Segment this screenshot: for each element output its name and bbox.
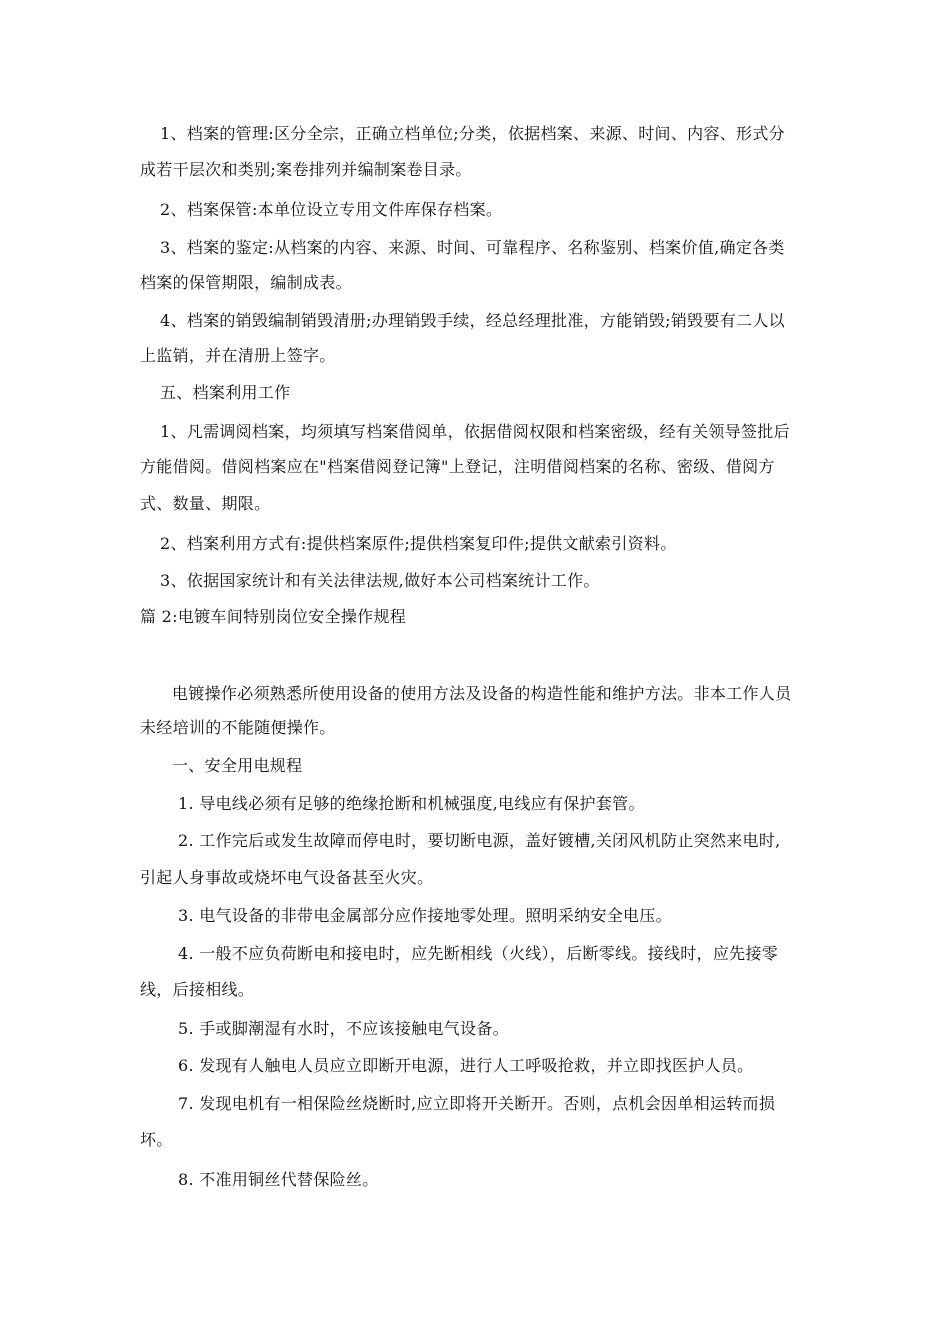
text-line: 未经培训的不能随便操作。 <box>140 718 336 737</box>
text-line: 3、档案的鉴定:从档案的内容、来源、时间、可靠程序、名称鉴别、档案价值,确定各类 <box>160 238 785 257</box>
text-line: 7. 发现电机有一相保险丝烧断时,应立即将开关断开。否则，点机会因单相运转而损 <box>178 1094 776 1113</box>
text-line: 8. 不准用铜丝代替保险丝。 <box>178 1170 379 1189</box>
text-line: 4. 一般不应负荷断电和接电时，应先断相线（火线），后断零线。接线时，应先接零 <box>178 944 779 963</box>
text-line: 6. 发现有人触电人员应立即断开电源，进行人工呼吸抢救，并立即找医护人员。 <box>178 1056 754 1075</box>
text-line: 档案的保管期限，编制成表。 <box>140 273 352 292</box>
text-line: 线，后接相线。 <box>140 980 255 999</box>
text-line: 1、档案的管理:区分全宗，正确立档单位;分类，依据档案、来源、时间、内容、形式分 <box>160 124 785 143</box>
text-line: 1、凡需调阅档案，均须填写档案借阅单，依据借阅权限和档案密级，经有关领导签批后 <box>160 422 790 441</box>
text-line: 1. 导电线必须有足够的绝缘抢断和机械强度,电线应有保护套管。 <box>178 794 645 813</box>
text-line: 3. 电气设备的非带电金属部分应作接地零处理。照明采纳安全电压。 <box>178 906 672 925</box>
text-line: 3、依据国家统计和有关法律法规,做好本公司档案统计工作。 <box>160 571 600 590</box>
text-line: 上监销，并在清册上签字。 <box>140 346 336 365</box>
chapter-title: 篇 2:电镀车间特别岗位安全操作规程 <box>140 607 407 626</box>
section-heading: 一、安全用电规程 <box>172 756 303 775</box>
text-line: 式、数量、期限。 <box>140 494 271 513</box>
text-line: 坏。 <box>140 1130 173 1149</box>
text-line: 方能借阅。借阅档案应在"档案借阅登记簿"上登记，注明借阅档案的名称、密级、借阅方 <box>140 457 775 476</box>
text-line: 4、档案的销毁编制销毁清册;办理销毁手续，经总经理批准，方能销毁;销毁要有二人以 <box>160 311 785 330</box>
text-line: 电镀操作必须熟悉所使用设备的使用方法及设备的构造性能和维护方法。非本工作人员 <box>172 684 792 703</box>
text-line: 2、档案利用方式有:提供档案原件;提供档案复印件;提供文献索引资料。 <box>160 534 677 553</box>
text-line: 成若干层次和类别;案卷排列并编制案卷目录。 <box>140 160 472 179</box>
text-line: 2、档案保管:本单位设立专用文件库保存档案。 <box>160 200 503 219</box>
text-line: 引起人身事故或烧坏电气设备甚至火灾。 <box>140 868 434 887</box>
text-line: 5. 手或脚潮湿有水时，不应该接触电气设备。 <box>178 1019 509 1038</box>
section-heading: 五、档案利用工作 <box>160 383 291 402</box>
text-line: 2. 工作完后或发生故障而停电时，要切断电源，盖好镀槽,关闭风机防止突然来电时, <box>178 831 781 850</box>
